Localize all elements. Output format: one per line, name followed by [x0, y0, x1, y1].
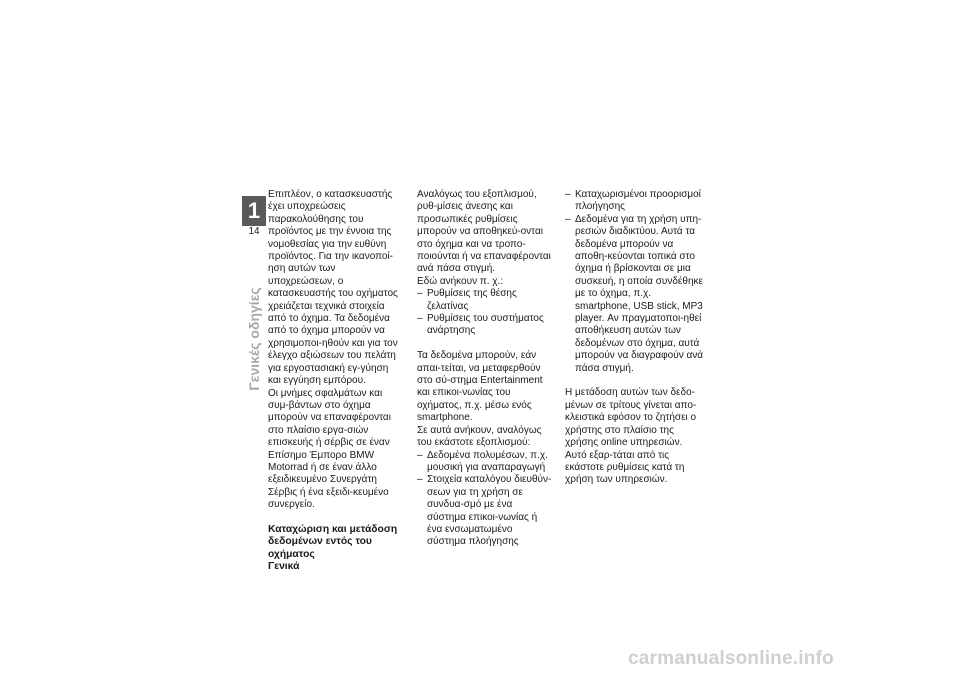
list-dash: – — [417, 288, 423, 300]
paragraph: Εδώ ανήκουν π. χ.: — [417, 275, 504, 287]
list-item-text: Στοιχεία καταλόγου διευθύν-σεων για τη χρήση σε συνδυα-σμό με ένα σύστημα επικοι-νωνίας ή ένα ενσωματωμένο σύστημα πλοήγησης — [427, 474, 552, 548]
chapter-number-badge: 1 — [242, 196, 266, 226]
list-item-text: Δεδομένα για τη χρήση υπη-ρεσιών διαδικτύου. Αυτά τα δεδομένα μπορούν να αποθη-κεύονται τοπικά στο όχημα ή βρίσκονται σε μια συσκευή, η οποία συνδέθηκε με το όχημα, π.χ. smartphone, USB stick, MP3 player. Αν πραγματοποι-ηθεί αποθήκευση αυτών των δεδομένων στο όχημα, αυτά μπορούν να διαγραφούν ανά πάσα στιγμή. — [575, 213, 704, 374]
list-dash: – — [565, 213, 571, 225]
list-dash: – — [565, 189, 571, 200]
paragraph: Επιπλέον, ο κατασκευαστής έχει υποχρεώσεις παρακολούθησης του προϊόντος με την έννοια της νομοθεσίας για την ευθύνη προϊόντος. Για την ικανοποί-ηση αυτών των υποχρεώσεων, ο κατασκευαστής του οχήματος χρειάζεται τεχνικά στοιχεία από το όχημα. Τα δεδομένα από το όχημα μπορούν να χρησιμοποι-ηθούν και για τον έλεγχο αξιώσεων του πελάτη για εργοστασιακή εγ-γύηση και εγγύηση εμπόρου. — [268, 189, 398, 387]
list-item — [565, 214, 705, 375]
list-item — [417, 450, 552, 475]
list-item-text: Καταχωρισμένοι προορισμοί πλοήγησης — [575, 189, 701, 213]
list-item — [417, 474, 552, 548]
list-dash: – — [417, 313, 423, 325]
list-item — [417, 313, 552, 338]
text-column-3 — [565, 189, 705, 487]
paragraph: Αναλόγως του εξοπλισμού, ρυθ-μίσεις άνεσης και προσωπικές ρυθμίσεις μπορούν να αποθηκεύ-ονται στο όχημα και να τροπο-ποιούνται ή να επαναφέρονται ανά πάσα στιγμή. — [417, 189, 551, 275]
list-item — [565, 189, 705, 214]
text-column-2 — [417, 189, 552, 549]
list-item-text: Ρυθμίσεις του συστήματος ανάρτησης — [427, 313, 544, 337]
chapter-title-vertical: Γενικές οδηγίες — [246, 287, 262, 391]
text-column-1 — [268, 189, 403, 574]
paragraph: Τα δεδομένα μπορούν, εάν απαι-τείται, να μεταφερθούν στο σύ-στημα Entertainment και επικοι-νωνίας του οχήματος, π.χ. μέσω ενός smartphone. — [417, 350, 543, 424]
list-dash: – — [417, 449, 423, 461]
list-item — [417, 288, 552, 313]
section-subheading: Γενικά — [268, 561, 300, 573]
page-number: 14 — [248, 226, 260, 237]
watermark-text: carmanualsonline.info — [628, 648, 834, 669]
paragraph: Οι μνήμες σφαλμάτων και συμ-βάντων στο όχημα μπορούν να επαναφέρονται στο πλαίσιο εργα-σιών επισκευής ή σέρβις σε έναν Επίσημο Έμπορο BMW Motorrad ή σε έναν άλλο εξειδικευμένο Συνεργάτη Σέρβις ή ένα εξειδι-κευμένο συνεργείο. — [268, 387, 391, 511]
section-heading: Καταχώριση και μετάδοση δεδομένων εντός του οχήματος — [268, 523, 398, 560]
paragraph: Η μετάδοση αυτών των δεδο-μένων σε τρίτους γίνεται απο-κλειστικά εφόσον το ζητήσει ο χρήστης στο πλαίσιο της χρήσης online υπηρεσιών. Αυτό εξαρ-τάται από τις εκάστοτε ρυθμίσεις κατά τη χρήση των υπηρεσιών. — [565, 387, 697, 486]
list-item-text: Ρυθμίσεις της θέσης ζελατίνας — [427, 288, 517, 312]
paragraph: Σε αυτά ανήκουν, αναλόγως του εκάστοτε εξοπλισμού: — [417, 424, 542, 449]
list-dash: – — [417, 474, 423, 486]
list-item-text: Δεδομένα πολυμέσων, π.χ. μουσική για αναπαραγωγή — [427, 449, 548, 473]
